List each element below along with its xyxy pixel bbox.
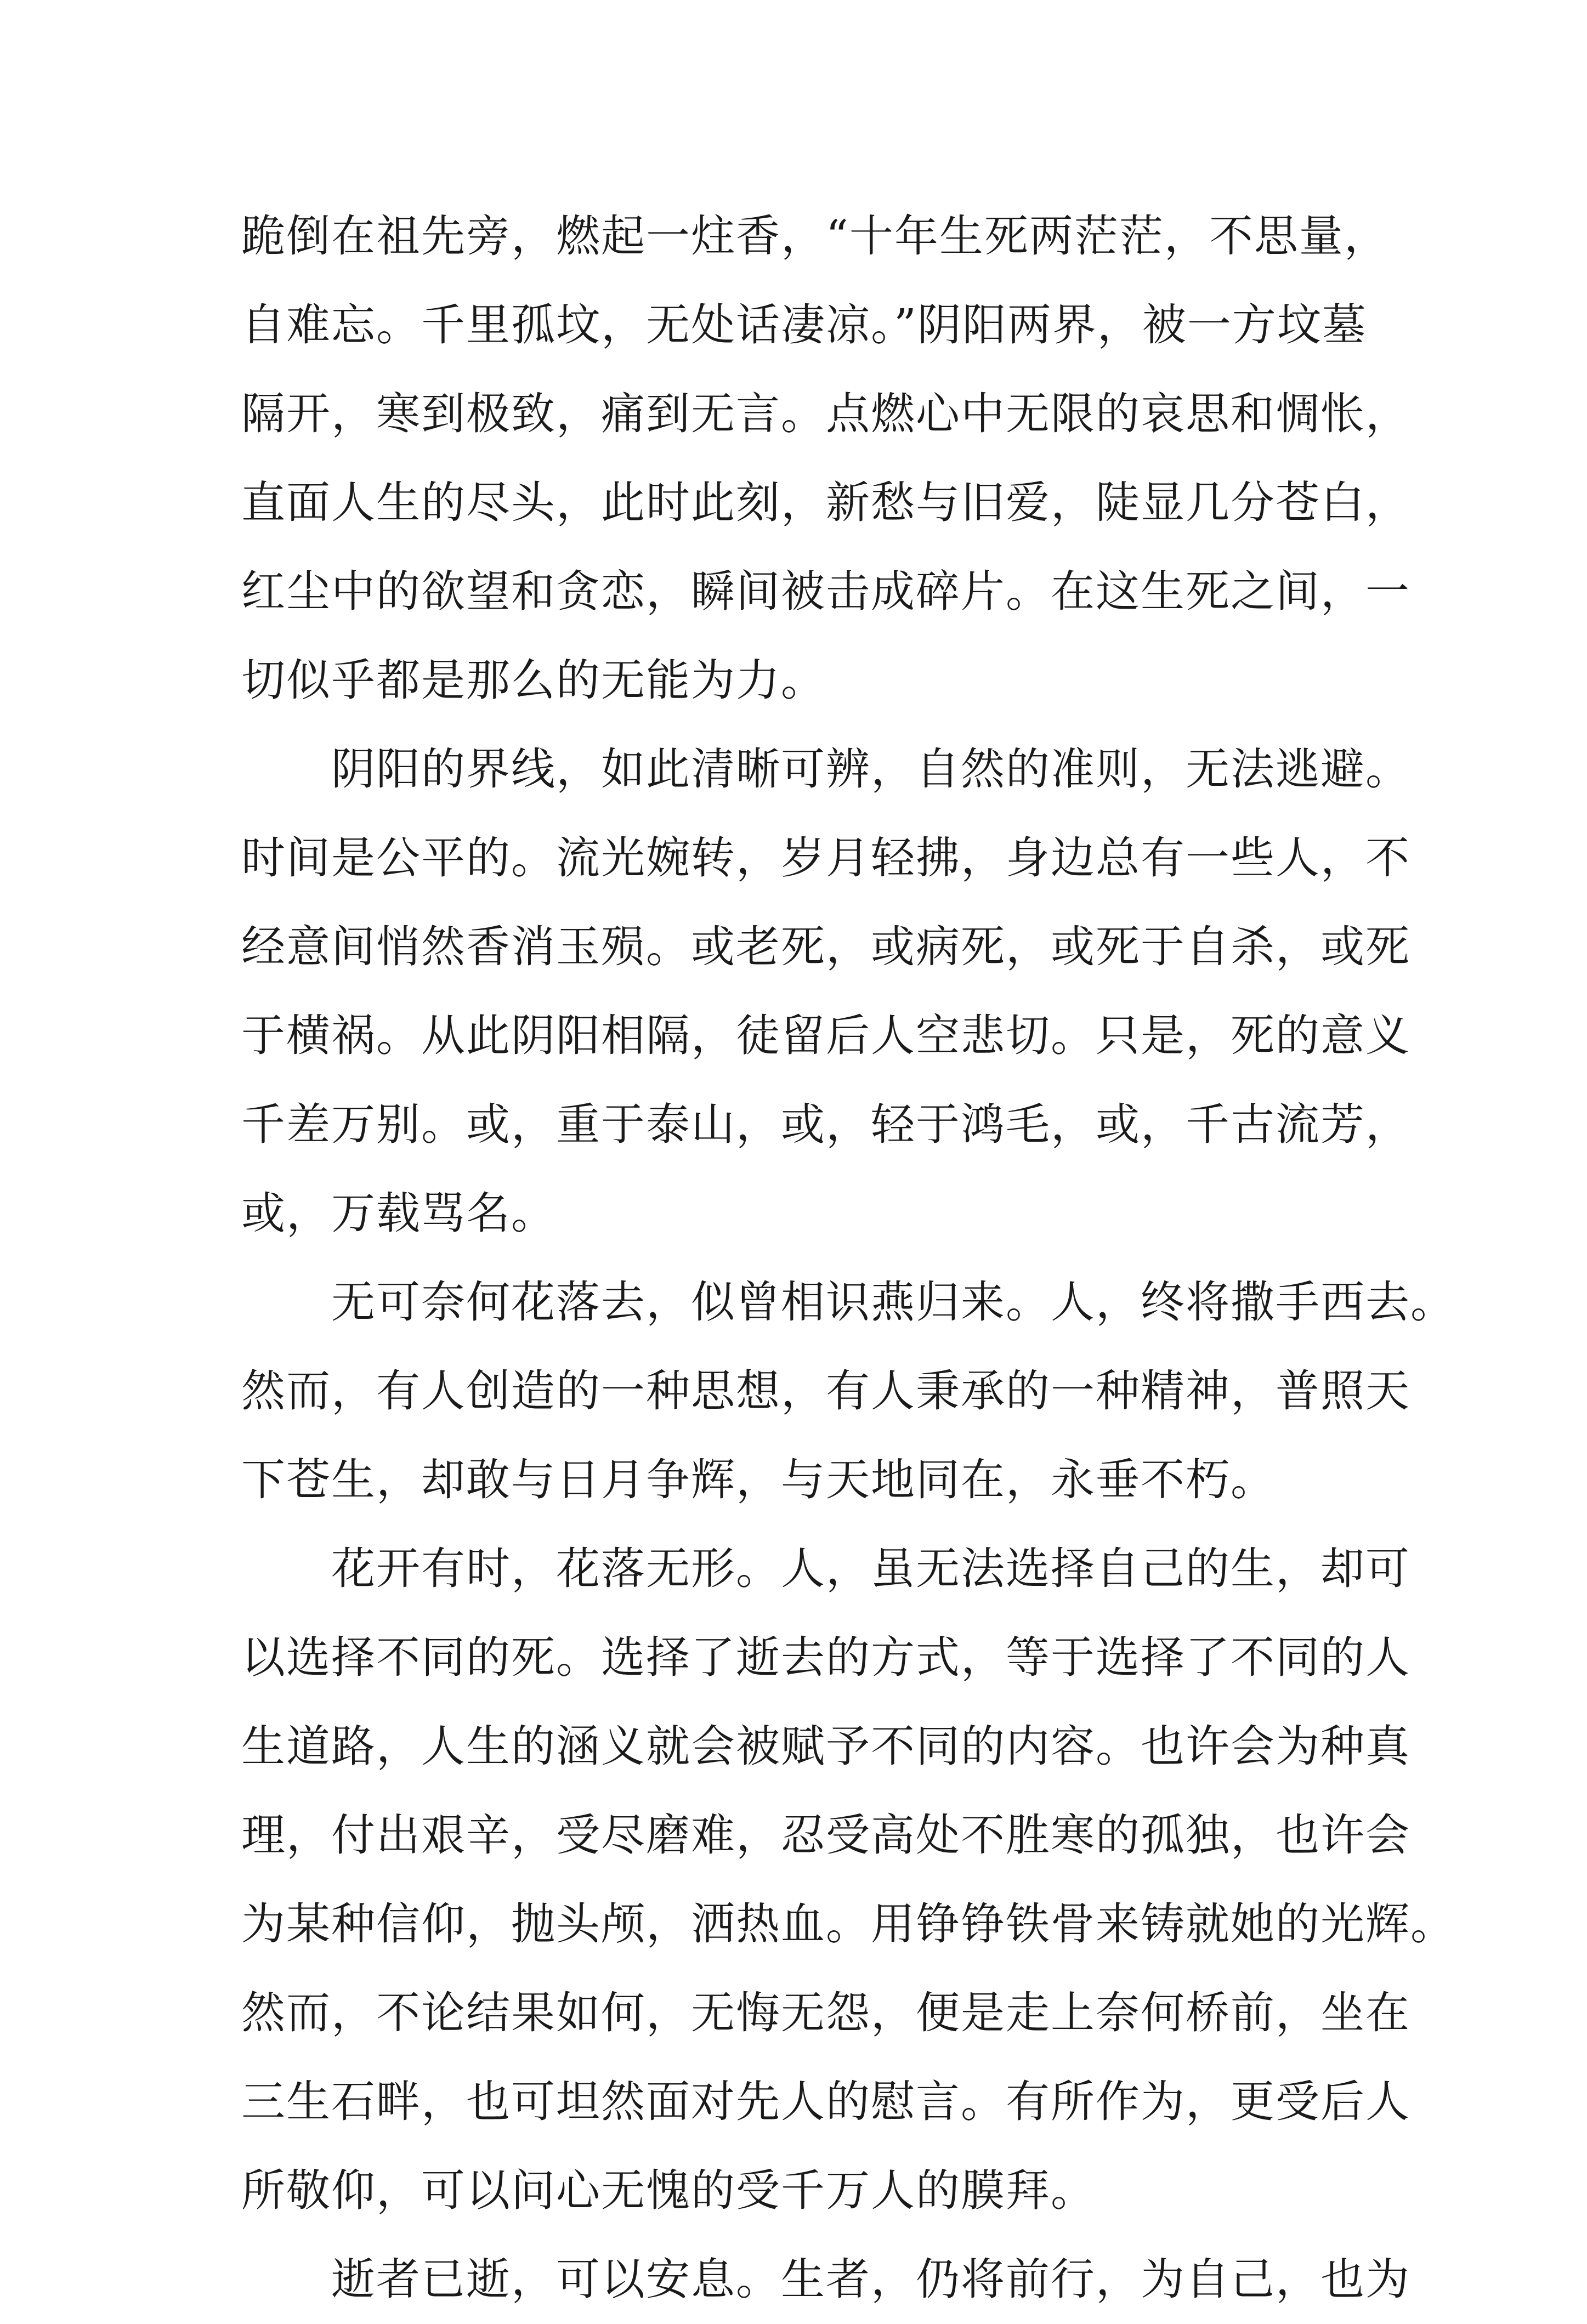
text-line: 三生石畔，也可坦然面对先人的慰言。有所作为，更受后人 xyxy=(241,2076,1410,2127)
text-line: 所敬仰，可以问心无愧的受千万人的膜拜。 xyxy=(241,2165,1096,2216)
text-line: 经意间悄然香消玉殒。或老死，或病死，或死于自杀，或死 xyxy=(241,921,1410,972)
text-line: 然而，不论结果如何，无悔无怨，便是走上奈何桥前，坐在 xyxy=(241,1987,1410,2038)
paragraph-2 xyxy=(241,725,1410,1258)
text-line: 于横祸。从此阴阳相隔，徒留后人空悲切。只是，死的意义 xyxy=(241,1010,1410,1061)
text-line: 隔开，寒到极致，痛到无言。点燃心中无限的哀思和惆怅， xyxy=(241,388,1410,439)
text-line: 无可奈何花落去，似曾相识燕归来。人，终将撒手西去。 xyxy=(241,1277,1455,1328)
text-line: 下苍生，却敢与日月争辉，与天地同在，永垂不朽。 xyxy=(241,1454,1276,1505)
paragraph-4 xyxy=(241,1524,1455,2235)
paragraph-5 xyxy=(241,2235,1410,2324)
text-line: 红尘中的欲望和贪恋，瞬间被击成碎片。在这生死之间，一 xyxy=(241,566,1410,617)
text-line: 逝者已逝，可以安息。生者，仍将前行，为自己，也为 xyxy=(241,2254,1410,2305)
body-text xyxy=(241,192,1455,2324)
text-line: 生道路，人生的涵义就会被赋予不同的内容。也许会为种真 xyxy=(241,1721,1410,1772)
paragraph-3 xyxy=(241,1258,1455,1524)
text-line: 阴阳的界线，如此清晰可辨，自然的准则，无法逃避。 xyxy=(241,744,1410,795)
paragraph-1 xyxy=(241,192,1410,725)
text-line: 或，万载骂名。 xyxy=(241,1188,556,1239)
text-line: 花开有时，花落无形。人，虽无法选择自己的生，却可 xyxy=(241,1543,1410,1594)
text-line: 时间是公平的。流光婉转，岁月轻拂，身边总有一些人，不 xyxy=(241,832,1410,883)
text-line: 跪倒在祖先旁，燃起一炷香，“十年生死两茫茫，不思量， xyxy=(241,211,1389,262)
text-line: 自难忘。千里孤坟，无处话凄凉。”阴阳两界，被一方坟墓 xyxy=(241,299,1367,350)
text-line: 千差万别。或，重于泰山，或，轻于鸿毛，或，千古流芳， xyxy=(241,1099,1410,1150)
text-line: 为某种信仰，抛头颅，洒热血。用铮铮铁骨来铸就她的光辉。 xyxy=(241,1898,1455,1949)
text-line: 切似乎都是那么的无能为力。 xyxy=(241,655,826,706)
text-line: 直面人生的尽头，此时此刻，新愁与旧爱，陡显几分苍白， xyxy=(241,477,1410,528)
text-line: 理，付出艰辛，受尽磨难，忍受高处不胜寒的孤独，也许会 xyxy=(241,1810,1410,1861)
text-line: 以选择不同的死。选择了逝去的方式，等于选择了不同的人 xyxy=(241,1632,1410,1683)
text-line: 然而，有人创造的一种思想，有人秉承的一种精神，普照天 xyxy=(241,1365,1410,1416)
